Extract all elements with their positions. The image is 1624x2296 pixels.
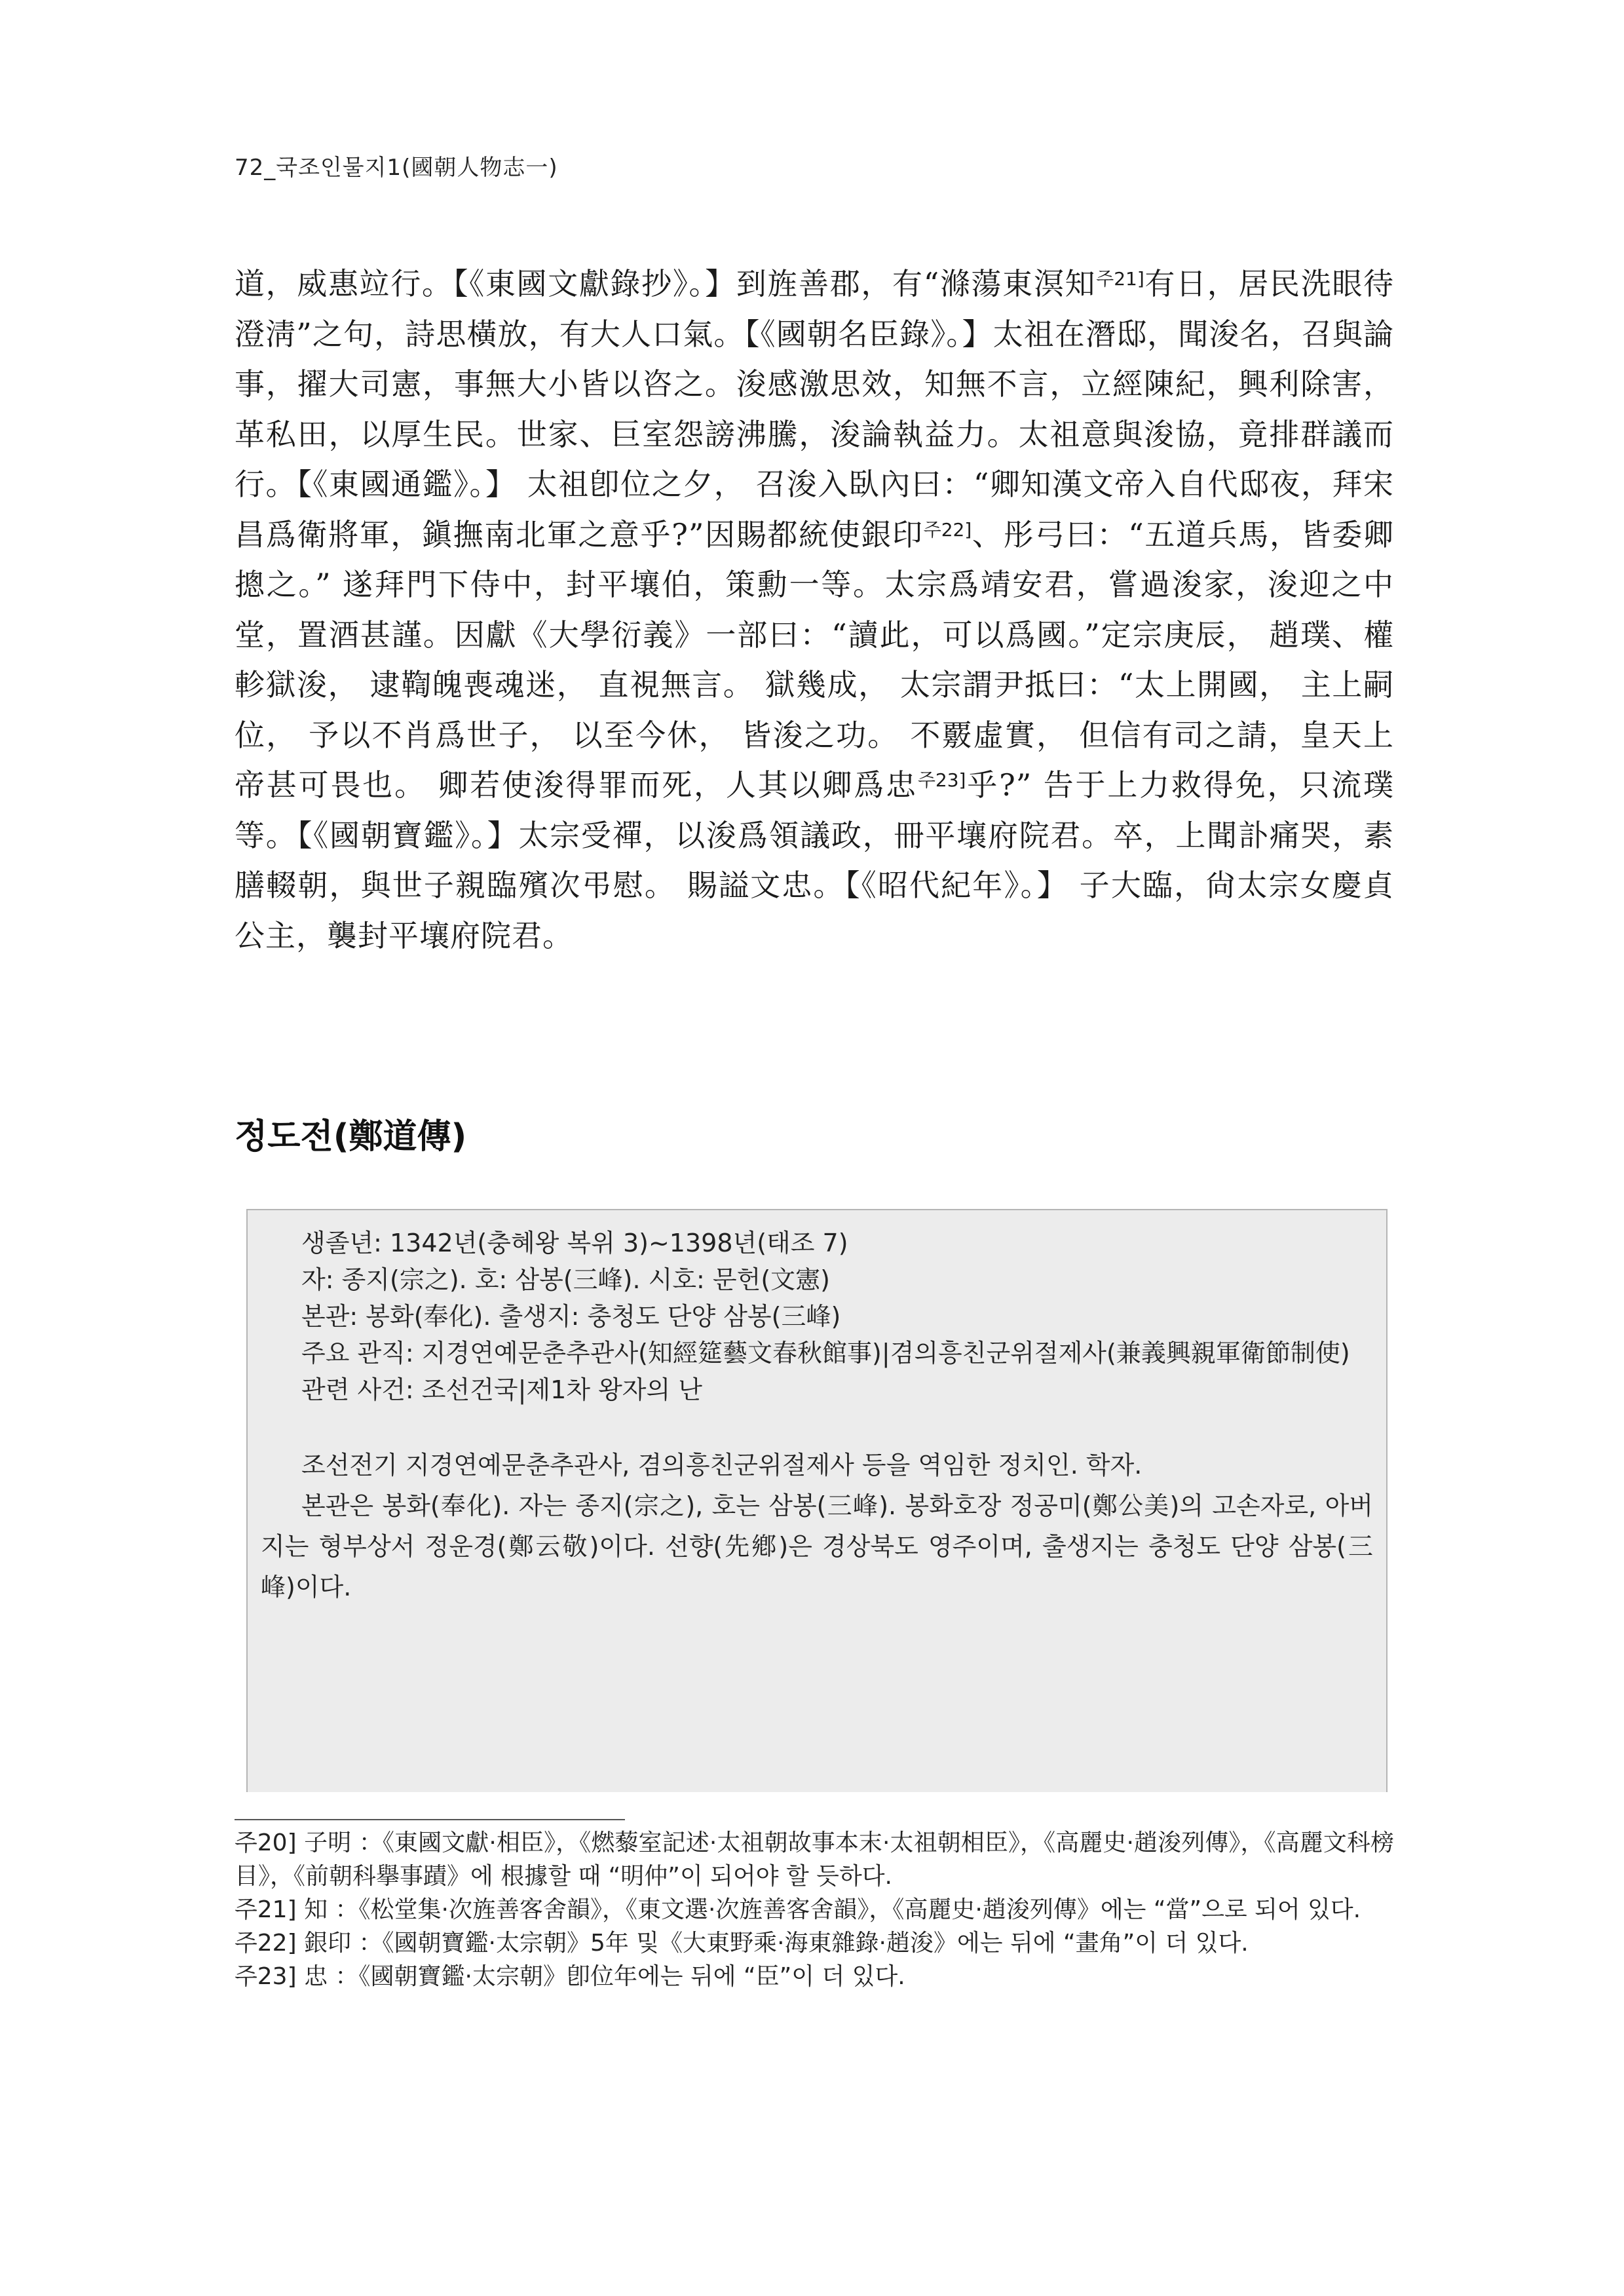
main-text-segment-1: 道，威惠竝行。【《東國文獻錄抄》。】到旌善郡，有“滌蕩東溟知 xyxy=(235,266,1097,301)
info-box xyxy=(246,1209,1388,1792)
footnote-21: 주21] 知 ：《松堂集·次旌善客舍韻》，《東文選·次旌善客舍韻》，《高麗史·趙浚列傳》에는 “當”으로 되어 있다. xyxy=(235,1896,1361,1923)
main-text-segment-2: 有日，居民洗眼待澄淸”之句，詩思橫放，有大人口氣。【《國朝名臣錄》。】太祖在潛邸，聞浚名，召與論事，擢大司憲，事無大小皆以咨之。浚感激思效，知無不言，立經陳紀，興利除害，革私田，以厚生民。世家、巨室怨謗沸騰，浚論執益力。太祖意與浚協，竟排群議而行。【《東國通鑑》。】 太祖卽位之夕， 召浚入臥內曰：“卿知漢文帝入自代邸夜，拜宋昌爲衛將軍，鎭撫南北軍之意乎?”因賜都統使銀印 xyxy=(235,266,1394,552)
footnote-ref-22[interactable]: 주22] xyxy=(923,518,972,541)
section-heading: 정도전(鄭道傳) xyxy=(235,1117,467,1157)
bio xyxy=(261,1445,1373,1607)
main-paragraph xyxy=(235,259,1394,961)
main-text xyxy=(235,259,1394,961)
main-text-segment-4: 乎?” 告于上力救得免，只流璞等。【《國朝寶鑑》。】太宗受禪，以浚爲領議政，冊平壤府院君。卒，上聞訃痛哭，素膳輟朝，與世子親臨殯次弔慰。 賜謚文忠。【《昭代紀年》。】 子大臨，尙太宗女慶貞公主，襲封平壤府院君。 xyxy=(235,767,1394,953)
bio-detail: 본관은 봉화(奉化). 자는 종지(宗之), 호는 삼봉(三峰). 봉화호장 정공미(鄭公美)의 고손자로, 아버지는 형부상서 정운경(鄭云敬)이다. 선향(先鄕)은 경상북도 영주이며, 출생지는 충청도 단양 삼봉(三峰)이다. xyxy=(261,1491,1373,1601)
info-names: 자: 종지(宗之). 호: 삼봉(三峰). 시호: 문헌(文憲) xyxy=(301,1265,830,1294)
info-origin: 본관: 봉화(奉化). 출생지: 충청도 단양 삼봉(三峰) xyxy=(301,1302,841,1331)
main-text-segment-3: 、彤弓曰：“五道兵馬，皆委卿摠之。” 遂拜門下侍中，封平壤伯，策勳一等。太宗爲靖安君，嘗過浚家，浚迎之中堂，置酒甚謹。因獻《大學衍義》一部曰：“讀此，可以爲國。”定宗庚辰， 趙璞、權軫獄浚， 逮鞫魄喪魂迷， 直視無言。 獄幾成， 太宗謂尹抵曰：“太上開國， 主上嗣位， 予以不肖爲世子， 以至今休， 皆浚之功。 不覈虛實， 但信有司之請，皇天上帝甚可畏也。 卿若使浚得罪而死，人其以卿爲忠 xyxy=(235,516,1394,803)
footnote-ref-21[interactable]: 주21] xyxy=(1096,268,1144,290)
footnotes xyxy=(235,1826,1394,1993)
info-lifespan: 생졸년: 1342년(충혜왕 복위 3)~1398년(태조 7) xyxy=(301,1229,848,1257)
footnote-ref-23[interactable]: 주23] xyxy=(917,769,966,791)
footnote-23: 주23] 忠 ：《國朝寶鑑·太宗朝》卽位年에는 뒤에 “臣”이 더 있다. xyxy=(235,1963,905,1990)
info-offices: 주요 관직: 지경연예문춘추관사(知經筵藝文春秋館事)|겸의흥친군위절제사(兼義興親軍衛節制使) xyxy=(301,1339,1350,1368)
footnote-22: 주22] 銀印 ：《國朝寶鑑·太宗朝》5年 및《大東野乘·海東雜錄·趙浚》에는 뒤에 “畫角”이 더 있다. xyxy=(235,1930,1249,1957)
bio-summary: 조선전기 지경연예문춘추관사, 겸의흥친군위절제사 등을 역임한 정치인. 학자. xyxy=(301,1451,1142,1480)
running-head: 72_국조인물지1(國朝人物志一) xyxy=(235,155,558,181)
footnote-divider xyxy=(235,1819,625,1820)
info-events: 관련 사건: 조선건국|제1차 왕자의 난 xyxy=(301,1375,703,1404)
footnote-20: 주20] 子明 ：《東國文獻·相臣》，《燃藜室記述·太祖朝故事本末·太祖朝相臣》，《高麗史·趙浚列傳》，《高麗文科榜目》，《前朝科擧事蹟》에 根據할 때 “明仲”이 되어야 할 듯하다. xyxy=(235,1829,1394,1890)
